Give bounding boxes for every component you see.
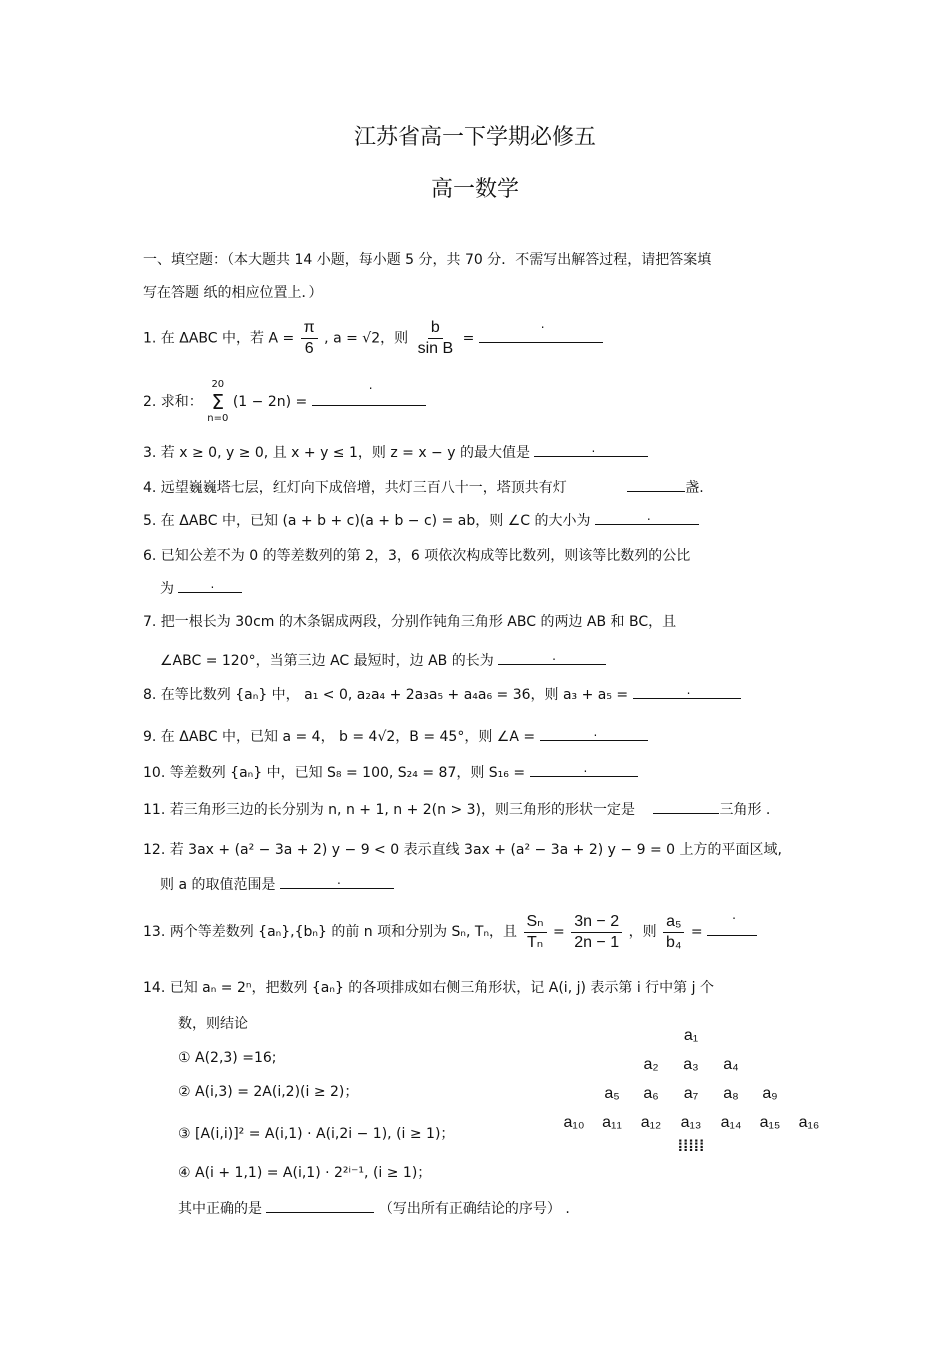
triangle-continuation-marks: ⁞⁞⁞⁞⁞ — [677, 1138, 705, 1155]
question-8 — [143, 684, 741, 705]
question-1 — [143, 318, 603, 359]
q14-conclusion-3: ③ [A(i,i)]² = A(i,1) · A(i,2i − 1), (i ≥ 1)； — [178, 1126, 455, 1142]
q11-text: 11. 若三角形三边的长分别为 n, n + 1, n + 2(n > 3)，则三角形的形状一定是 — [143, 802, 635, 818]
triangle-cell: a₈ — [723, 1085, 739, 1102]
q13-eq2: = — [690, 924, 703, 940]
q8-answer-blank[interactable]: . — [633, 684, 741, 699]
triangle-cell: a₇ — [683, 1085, 699, 1102]
q1-mid: , a = √2，则 — [324, 330, 409, 347]
q13-prefix: 13. 两个等差数列 {aₙ},{bₙ} 的前 n 项和分别为 Sₙ, Tₙ，且 — [143, 924, 518, 940]
q11-suffix: 三角形 . — [719, 802, 771, 818]
q13-num: 3n − 2 — [571, 912, 622, 933]
triangle-cell: a₁₅ — [759, 1114, 781, 1131]
q2-answer-blank[interactable]: . — [312, 391, 426, 406]
q6-line2: 为 — [160, 581, 174, 597]
section-instructions-line1: 一、填空题：（本大题共 14 小题，每小题 5 分，共 70 分．不需写出解答过程，请把答案填 — [143, 252, 712, 268]
question-10 — [143, 762, 638, 783]
section-instructions-line2: 写在答题 纸的相应位置上．） — [143, 285, 323, 301]
question-4 — [143, 477, 704, 498]
page-title: 江苏省高一下学期必修五 — [353, 125, 596, 150]
triangle-cell: a₁ — [683, 1027, 699, 1044]
q1-sinb: sin B — [417, 340, 454, 357]
q1-eq: = — [462, 330, 475, 347]
question-6-line1: 6. 已知公差不为 0 的等差数列的第 2，3，6 项依次构成等比数列，则该等比数列的公比 — [143, 548, 691, 564]
q1-answer-blank[interactable]: . — [479, 328, 603, 343]
triangle-cell: a₃ — [683, 1056, 699, 1073]
q4-answer-blank[interactable] — [627, 477, 685, 492]
q1-b: b — [428, 318, 443, 339]
question-13 — [143, 910, 757, 954]
q1-six: 6 — [304, 340, 314, 357]
q13-fraction-ratio — [571, 912, 622, 953]
q4-text: 4. 远望巍巍塔七层，红灯向下成倍增，共灯三百八十一，塔顶共有灯 — [143, 480, 567, 496]
q13-fraction-a5-b4 — [663, 912, 684, 953]
triangle-cell: a₁₀ — [563, 1114, 585, 1131]
q13-a5: a₅ — [663, 912, 684, 933]
q13-eq1: = — [553, 924, 565, 940]
q13-mid: ，则 — [628, 924, 657, 940]
q13-b4: b₄ — [666, 933, 682, 951]
q14-conclusion-2: ② A(i,3) = 2A(i,2)(i ≥ 2)； — [178, 1084, 359, 1100]
q12-answer-blank[interactable]: . — [280, 874, 394, 889]
question-7-line2 — [160, 650, 606, 671]
triangle-cell: a₉ — [762, 1085, 778, 1102]
q11-answer-blank[interactable] — [653, 799, 719, 814]
q14-conclusion-1: ① A(2,3) =16; — [178, 1050, 277, 1066]
q1-prefix: 1. 在 ΔABC 中，若 A = — [143, 330, 295, 347]
q9-answer-blank[interactable]: . — [540, 726, 648, 741]
triangle-cell: a₁₁ — [602, 1114, 622, 1131]
question-6-line2 — [160, 578, 242, 599]
q12-line2: 则 a 的取值范围是 — [160, 877, 276, 893]
triangle-cell: a₅ — [604, 1085, 620, 1102]
q8-text: 8. 在等比数列 {aₙ} 中， a₁ < 0, a₂a₄ + 2a₃a₅ + a₄a₆ = 36，则 a₃ + a₅ = — [143, 687, 629, 703]
q13-sn: Sₙ — [524, 912, 547, 933]
q14-conclusion-4: ④ A(i + 1,1) = A(i,1) · 2²ⁱ⁻¹, (i ≥ 1)； — [178, 1165, 432, 1181]
question-7-line1: 7. 把一根长为 30cm 的木条锯成两段，分别作钝角三角形 ABC 的两边 AB 和 BC，且 — [143, 614, 677, 630]
q3-text: 3. 若 x ≥ 0, y ≥ 0, 且 x + y ≤ 1，则 z = x − y 的最大值是 — [143, 445, 530, 461]
question-14-line2: 数，则结论 — [178, 1016, 248, 1032]
q2-upper: 20 — [211, 379, 225, 390]
q7-answer-blank[interactable]: . — [498, 650, 606, 665]
q2-prefix: 2. 求和： — [143, 394, 203, 410]
q13-den: 2n − 1 — [574, 933, 620, 951]
q13-tn: Tₙ — [526, 933, 544, 951]
q3-answer-blank[interactable]: . — [534, 442, 648, 457]
q10-answer-blank[interactable]: . — [530, 762, 638, 777]
q1-fraction-b-sinb — [415, 318, 457, 359]
question-5 — [143, 510, 699, 531]
q5-text: 5. 在 ΔABC 中，已知 (a + b + c)(a + b − c) = ab，则 ∠C 的大小为 — [143, 513, 591, 529]
question-14-line1: 14. 已知 aₙ = 2ⁿ，把数列 {aₙ} 的各项排成如右侧三角形状，记 A(i, j) 表示第 i 行中第 j 个 — [143, 980, 714, 996]
triangle-cell: a₂ — [643, 1056, 659, 1073]
q4-suffix: 盏. — [685, 480, 704, 496]
triangle-cell: a₆ — [643, 1085, 659, 1102]
question-12-line2 — [160, 874, 394, 895]
triangle-cell: a₁₂ — [640, 1114, 662, 1131]
q14-answer-blank[interactable] — [266, 1198, 374, 1213]
triangle-cell: a₄ — [723, 1056, 739, 1073]
sigma-icon: 20 Σ n=0 — [207, 379, 229, 424]
question-12-line1: 12. 若 3ax + (a² − 3a + 2) y − 9 < 0 表示直线 3ax + (a² − 3a + 2) y − 9 = 0 上方的平面区域, — [143, 842, 782, 858]
triangle-cell: a₁₃ — [680, 1114, 702, 1131]
q14-answer-suffix: （写出所有正确结论的序号） . — [378, 1201, 570, 1217]
triangle-cell: a₁₄ — [720, 1114, 742, 1131]
question-2 — [143, 378, 426, 426]
triangle-cell: a₁₆ — [798, 1114, 820, 1131]
question-11 — [143, 799, 770, 820]
q9-text: 9. 在 ΔABC 中，已知 a = 4， b = 4√2，B = 45°，则 ∠A = — [143, 729, 536, 745]
q14-answer-line — [178, 1198, 570, 1219]
q13-fraction-sn-tn — [524, 912, 547, 953]
page-subtitle: 高一数学 — [430, 177, 519, 202]
question-3 — [143, 442, 648, 463]
q7-line2: ∠ABC = 120°，当第三边 AC 最短时，边 AB 的长为 — [160, 653, 494, 669]
q14-answer-label: 其中正确的是 — [178, 1201, 262, 1217]
q6-answer-blank[interactable]: . — [178, 578, 242, 593]
q5-answer-blank[interactable]: . — [595, 510, 699, 525]
q2-expr: (1 − 2n) = — [232, 394, 308, 410]
q1-fraction-pi-6 — [301, 318, 318, 359]
q13-answer-blank[interactable]: . — [707, 921, 757, 936]
q1-pi: π — [301, 318, 318, 339]
question-9 — [143, 726, 648, 747]
q2-lower: n=0 — [207, 413, 229, 424]
q10-text: 10. 等差数列 {aₙ} 中，已知 S₈ = 100, S₂₄ = 87，则 S₁₆ = — [143, 765, 526, 781]
